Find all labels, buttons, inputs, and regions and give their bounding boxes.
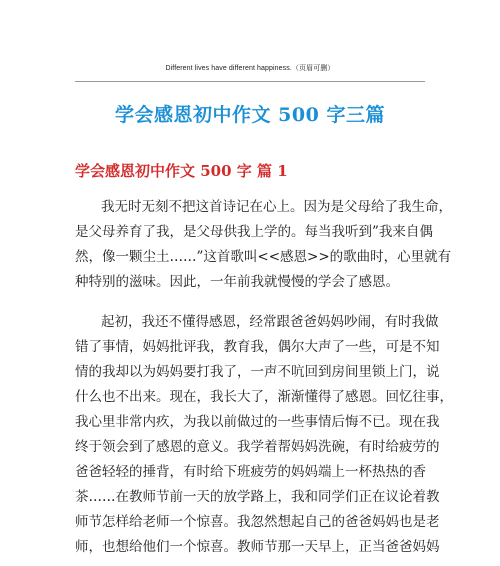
paragraph-line: 然，像一颗尘土……”这首歌叫<<感恩>>的歌曲时，心里就有 [75,249,452,265]
paragraph-line: 错了事情，妈妈批评我，教育我，偶尔大声了一些，可是不知 [75,339,440,355]
section-heading: 学会感恩初中作文 500 字 篇 1 [75,162,288,180]
paragraph-line: 爸爸轻轻的捶背，有时给下班疲劳的妈妈端上一杯热热的香 [75,464,426,480]
page-header-note: Different lives have different happiness.（页眉可删） [165,65,335,72]
paragraph-line: 我心里非常内疚，为我以前做过的一些事情后悔不已。现在我 [75,414,440,430]
paragraph-line: 茶……在教师节前一天的放学路上，我和同学们正在议论着教 [75,489,440,505]
paragraph-line: 起初，我还不懂得感恩，经常跟爸爸妈妈吵闹，有时我做 [101,314,439,330]
paragraph-1 [75,195,452,295]
document-title: 学会感恩初中作文 500 字三篇 [115,104,385,126]
paragraph-line: 情的我却以为妈妈要打我了，一声不吭回到房间里锁上门，说 [75,364,440,380]
paragraph-line: 师节怎样给老师一个惊喜。我忽然想起自己的爸爸妈妈也是老 [75,514,440,530]
paragraph-line: 什么也不出来。现在，我长大了，渐渐懂得了感恩。回忆往事， [75,389,453,405]
paragraph-line: 我无时无刻不把这首诗记在心上。因为是父母给了我生命， [101,199,452,215]
paragraph-line: 终于领会到了感恩的意义。我学着帮妈妈洗碗，有时给疲劳的 [75,439,440,455]
paragraph-line: 师，也想给他们一个惊喜。教师节那一天早上，正当爸爸妈妈 [75,539,440,555]
paragraph-line: 是父母养育了我，是父母供我上学的。每当我听到”我来自偶 [75,224,433,240]
paragraph-2 [75,310,453,560]
header-divider [75,81,425,82]
paragraph-line: 种特别的滋味。因此，一年前我就慢慢的学会了感恩。 [75,274,399,290]
